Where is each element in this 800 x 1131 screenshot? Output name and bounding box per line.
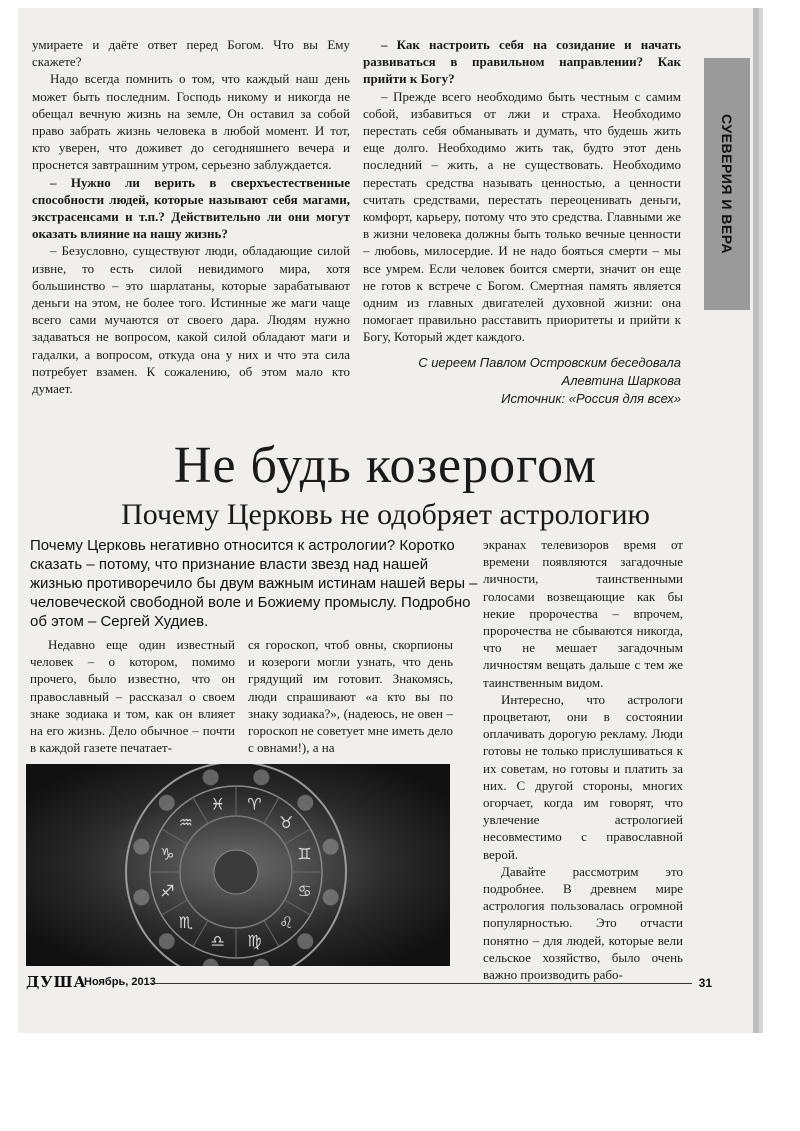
zodiac-glyph: ♋ [297,881,312,901]
zodiac-illustration [26,764,450,966]
article-lead: Почему Церковь негативно относится к астрологии? Коротко сказать – потому, что признание власти звезд над нашей жизнью противоречило бы двум важным истинам нашей веры – человеческой свободной воле и Божиему промыслу. Подробно об этом – Сергей Худиев. [30,537,478,630]
zodiac-glyph: ♒ [178,812,193,832]
zodiac-figure-icon [159,795,175,811]
issue-date: Ноябрь, 2013 [84,976,156,988]
top-left-column [32,36,350,397]
article-headline: Не будь козерогом [173,437,598,494]
zodiac-figure-icon [297,795,313,811]
zodiac-glyph: ♐ [160,881,175,901]
zodiac-glyph: ♈ [247,794,262,814]
interview-question: – Как настроить себя на созидание и начать развиваться в правильном направлении? Как прийти к Богу? [363,37,681,87]
section-tab-label: СУЕВЕРИЯ И ВЕРА [719,114,735,254]
zodiac-glyph: ♉ [279,812,294,832]
zodiac-glyph: ♑ [160,844,175,864]
paragraph: Интересно, что астрологи процветают, они в состоянии оплачивать дорогую рекламу. Люди готовы не только прислушиваться к их советам, но готовы и платить за них. С другой стороны, многих огорчает, когда им говорят, что увлечение астрологией несовместимо с православной верой. [483,691,683,862]
body-column-1 [30,636,235,756]
zodiac-figure-icon [297,933,313,949]
zodiac-glyph: ♏ [178,913,193,933]
paragraph: Давайте рассмотрим это подробнее. В древнем мире астрология пользовалась огромной популярностью. Это отчасти понятно – для людей, которые вели сельское хозяйство, было очень важно производить рабо- [483,863,683,983]
signature-line: С иереем Павлом Островским беседовала [418,354,681,370]
zodiac-figure-icon [159,933,175,949]
newspaper-page [18,8,753,1033]
zodiac-glyph: ♍ [247,931,262,951]
zodiac-glyph: ♓ [210,794,225,814]
page-footer [26,973,732,992]
section-tab [704,58,750,310]
interview-question: – Нужно ли верить в сверхъестественные способности людей, которые называют себя магами, экстрасенсами и т.п.? Действительно ли они могут оказать влияние на нашу жизнь? [32,174,350,242]
zodiac-wheel-image [26,764,450,966]
article-subheadline: Почему Церковь не одобряет астрологию [121,498,650,531]
paragraph: умираете и даёте ответ перед Богом. Что вы Ему скажете? [32,37,350,70]
zodiac-figure-icon [133,839,149,855]
paragraph: ся гороскоп, чтоб овны, скорпионы и козероги могли узнать, что день грядущий им готовит. Знакомясь, люди спрашивают «а кто вы по знаку зодиака?», (надеюсь, не овен – гороскоп не советует мне иметь дело с овнами!), а на [248,637,453,756]
body-column-3 [483,536,683,983]
zodiac-figure-icon [253,769,269,785]
signature-line: Алевтина Шаркова [561,372,681,388]
paragraph: – Прежде всего необходимо быть честным с самим собой, избавиться от лжи и страха. Необходимо перестать себя обманывать и думать, что будешь жить еще долго. Необходимо жить так, будто этот день последний – жить, а не существовать. Необходимо перестать средства называть ценностью, а ценности считать средствами, перестать переоценивать деньги, комфорт, карьеру, потому что это средства. Главными же в жизни человека должны быть только вечные ценности – любовь, милосердие. И не надо бояться смерти – мы все умрем. Если человек боится смерти, значит он еще не готов к встрече с Богом. Смертная память является одним из главных двигателей духовной жизни: она помогает правильно расставить приоритеты и прийти к Богу, Который ждет каждого. [363,88,681,345]
zodiac-glyph: ♊ [297,844,312,864]
paragraph: Надо всегда помнить о том, что каждый наш день может быть последним. Господь никому и никогда не обещал вечную жизнь на земле, Он оставил за собой право забрать жизнь человека в любой момент. И тот, кто уверен, что доживет до сегодняшнего вечера и проснется завтрашним утром, серьезно заблуждается. [32,71,350,173]
paragraph: Недавно еще один известный человек – о котором, помимо прочего, было известно, что он православный – рассказал о своем знаке зодиака и том, как он влияет на его жизнь. Дело обычное – почти в каждой газете печатает- [30,637,235,756]
source-line: Источник: «Россия для всех» [501,390,681,406]
body-column-2 [248,636,453,756]
top-right-column [363,36,681,408]
zodiac-glyph: ♎ [210,931,225,951]
zodiac-figure-icon [323,839,339,855]
footer-rule [150,983,692,984]
page-number: 31 [698,976,712,990]
zodiac-figure-icon [323,889,339,905]
paragraph: – Безусловно, существуют люди, обладающие силой извне, то есть силой невидимого мира, хотя большинство – это шарлатаны, которые зарабатывают деньги на этом, не более того. Истинные же маги чаще всего сами мучаются от своего дара. Людям нужно задаваться не вопросом, какой силой обладают маги и гадалки, а вопросом, откуда она у них и что эта сила потребует взамен. К сожалению, об этом мало кто думает. [32,243,350,397]
zodiac-glyph: ♌ [279,913,294,933]
zodiac-figure-icon [203,769,219,785]
paragraph: экранах телевизоров время от времени появляются загадочные личности, таинственными голосами возвещающие как бы некие пророчества – впрочем, пророчества не сбываются никогда, что не мешает загадочным личностям вещать дальше с тем же таинственным видом. [483,537,683,690]
zodiac-figure-icon [133,889,149,905]
magazine-logo: ДУША [26,973,87,991]
